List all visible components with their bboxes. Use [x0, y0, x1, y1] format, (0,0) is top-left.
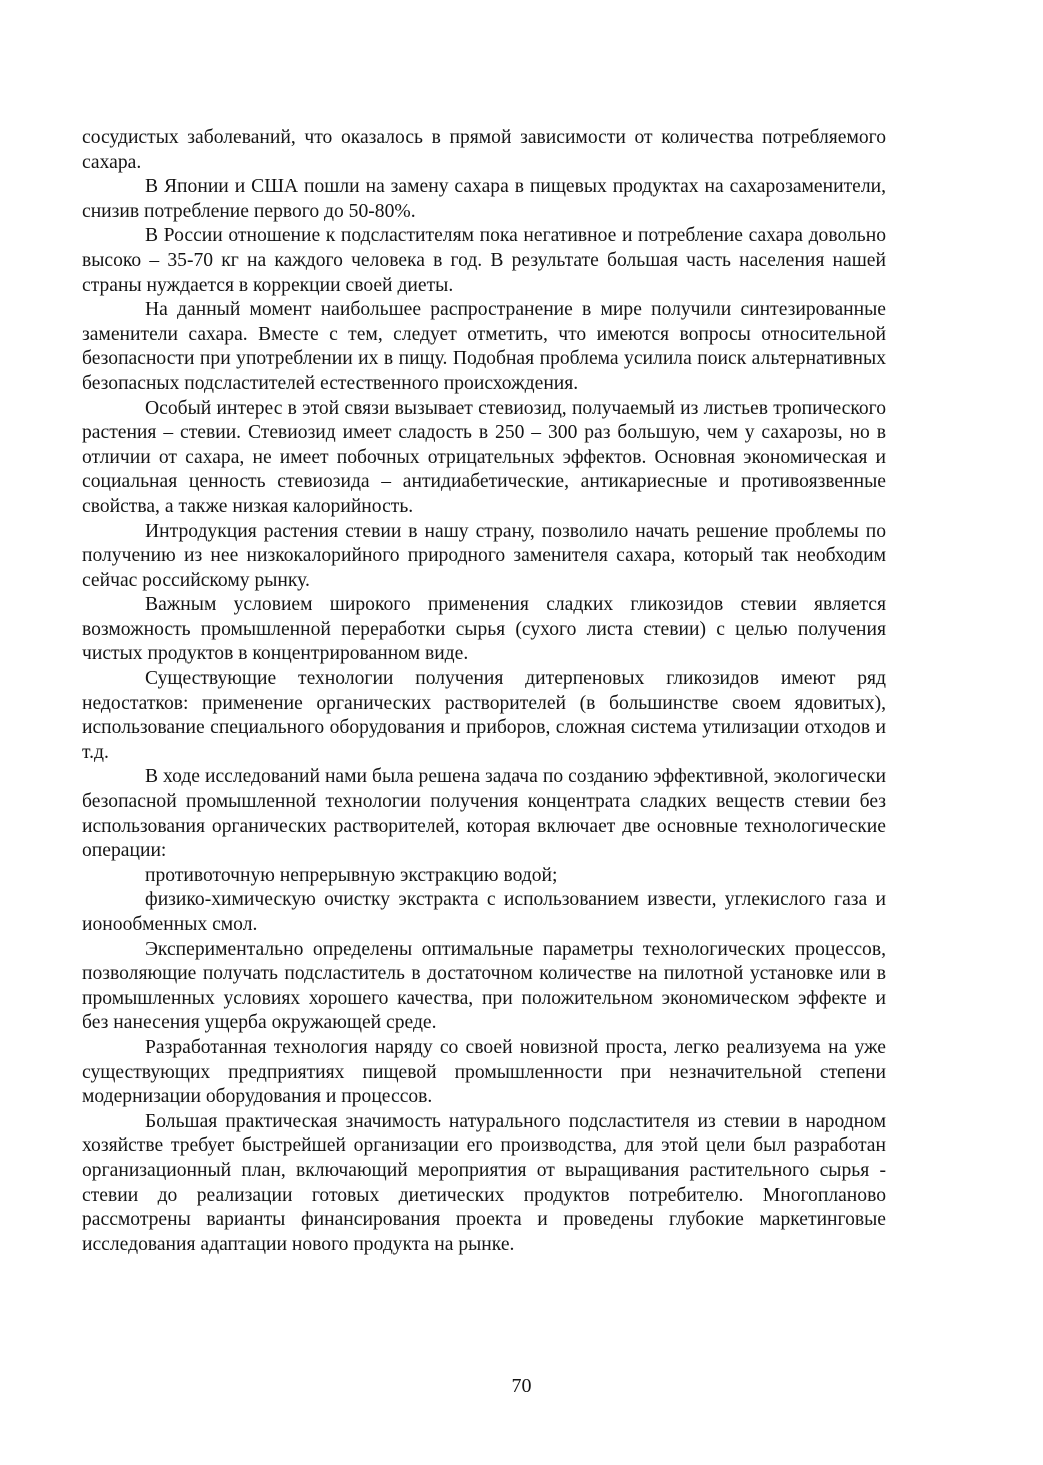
- paragraph: Важным условием широкого применения сладких гликозидов стевии является возможность промышленной переработки сырья (сухого листа стевии) с целью получения чистых продуктов в концентрированном виде.: [82, 594, 886, 665]
- paragraph: Существующие технологии получения дитерпеновых гликозидов имеют ряд недостатков: применение органических растворителей (в большинстве своем ядовитых), использование специального оборудования и приборов, сложная система утилизации отходов и т.д.: [82, 668, 886, 763]
- paragraph: Интродукция растения стевии в нашу страну, позволило начать решение проблемы по получению из нее низкокалорийного природного заменителя сахара, который так необходим сейчас российскому рынку.: [82, 520, 886, 591]
- list-item: физико-химическую очистку экстракта с использованием извести, углекислого газа и ионообменных смол.: [82, 889, 886, 935]
- document-body: [82, 126, 886, 1257]
- paragraph: В России отношение к подсластителям пока негативное и потребление сахара довольно высоко – 35-70 кг на каждого человека в год. В результате большая часть населения нашей страны нуждается в коррекции своей диеты.: [82, 225, 886, 296]
- paragraph: Большая практическая значимость натурального подсластителя из стевии в народном хозяйстве требует быстрейшей организации его производства, для этой цели был разработан организационный план, включающий мероприятия от выращивания растительного сырья - стевии до реализации готовых диетических продуктов потребителю. Многопланово рассмотрены варианты финансирования проекта и проведены глубокие маркетинговые исследования адаптации нового продукта на рынке.: [82, 1110, 886, 1255]
- paragraph: В ходе исследований нами была решена задача по созданию эффективной, экологически безопасной промышленной технологии получения концентрата сладких веществ стевии без использования органических растворителей, которая включает две основные технологические операции:: [82, 766, 886, 862]
- paragraph: На данный момент наибольшее распространение в мире получили синтезированные заменители сахара. Вместе с тем, следует отметить, что имеются вопросы относительной безопасности при употреблении их в пищу. Подобная проблема усилила поиск альтернативных безопасных подсластителей естественного происхождения.: [82, 299, 886, 394]
- paragraph: Экспериментально определены оптимальные параметры технологических процессов, позволяющие получать подсластитель в достаточном количестве на пилотной установке или в промышленных условиях хорошего качества, при положительном экономическом эффекте и без нанесения ущерба окружающей среде.: [82, 938, 886, 1034]
- paragraph: Особый интерес в этой связи вызывает стевиозид, получаемый из листьев тропического растения – стевии. Стевиозид имеет сладость в 250 – 300 раз большую, чем у сахарозы, но в отличии от сахара, не имеет побочных отрицательных эффектов. Основная экономическая и социальная ценность стевиозида – антидиабетические, антикариесные и противоязвенные свойства, а также низкая калорийность.: [82, 397, 886, 517]
- list-item: противоточную непрерывную экстракцию водой;: [145, 864, 558, 886]
- paragraph: В Японии и США пошли на замену сахара в пищевых продуктах на сахарозаменители, снизив потребление первого до 50-80%.: [82, 176, 886, 222]
- paragraph: сосудистых заболеваний, что оказалось в прямой зависимости от количества потребляемого сахара.: [82, 127, 886, 173]
- page-number: 70: [511, 1375, 532, 1397]
- paragraph: Разработанная технология наряду со своей новизной проста, легко реализуема на уже существующих предприятиях пищевой промышленности при незначительной степени модернизации оборудования и процессов.: [82, 1036, 886, 1108]
